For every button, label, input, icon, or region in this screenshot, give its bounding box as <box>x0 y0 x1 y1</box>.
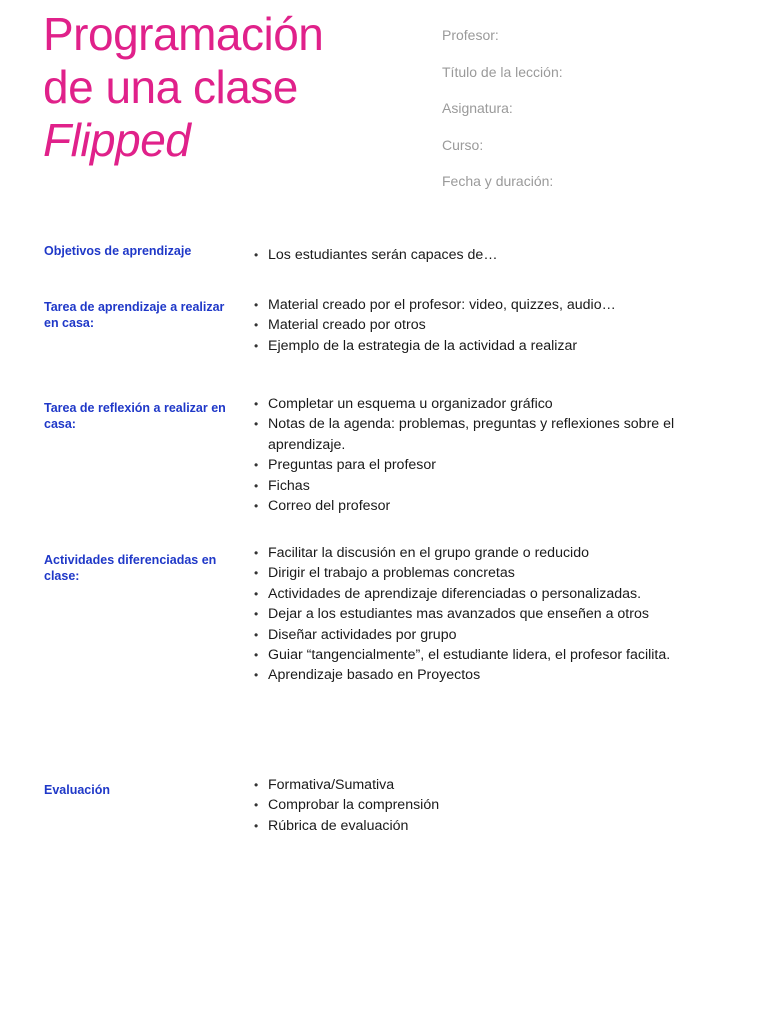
bullet-icon: • <box>254 397 259 411</box>
bullet-icon: • <box>254 778 259 792</box>
list-item <box>253 394 683 414</box>
list-item <box>253 816 683 836</box>
list-item-text: Formativa/Sumativa <box>268 777 395 793</box>
list-item-text: Notas de la agenda: problemas, preguntas y reflexiones sobre el aprendizaje. <box>268 416 675 453</box>
section-list-learning-objectives <box>253 245 683 265</box>
bullet-icon: • <box>254 566 259 581</box>
section-label-assessment: Evaluación <box>44 783 110 797</box>
section-list-assessment <box>253 775 683 836</box>
list-item <box>253 414 683 455</box>
list-item <box>253 295 683 315</box>
list-item <box>253 775 683 795</box>
lesson-info-fields <box>442 26 752 209</box>
list-item <box>253 245 683 265</box>
bullet-icon: • <box>254 627 259 642</box>
list-item <box>253 584 683 604</box>
section-list-home-reflection-task <box>253 394 683 516</box>
bullet-icon: • <box>254 458 259 473</box>
section-label-differentiated-class-activities: Actividades diferenciadas en clase: <box>44 553 217 583</box>
bullet-icon: • <box>254 417 259 432</box>
course-field-label: Curso: <box>442 136 484 153</box>
list-item-text: Ejemplo de la estrategia de la actividad a realizar <box>268 337 578 354</box>
list-item-text: Aprendizaje basado en Proyectos <box>268 667 481 684</box>
list-item-text: Diseñar actividades por grupo <box>268 626 457 643</box>
bullet-icon: • <box>254 478 259 493</box>
page-title-line-3: Flipped <box>43 114 191 166</box>
section-list-differentiated-class-activities <box>253 543 683 686</box>
list-item <box>253 476 683 496</box>
bullet-icon: • <box>254 499 259 514</box>
list-item-text: Rúbrica de evaluación <box>268 817 409 834</box>
list-item <box>253 315 683 335</box>
lesson-title-field-label: Título de la lección: <box>442 63 563 80</box>
teacher-field-label: Profesor: <box>442 27 499 43</box>
section-list-home-learning-task <box>253 295 683 356</box>
list-item-text: Correo del profesor <box>268 498 391 515</box>
bullet-icon: • <box>254 798 259 813</box>
list-item <box>253 543 683 563</box>
list-item <box>253 563 683 583</box>
bullet-icon: • <box>254 818 259 833</box>
list-item <box>253 645 683 665</box>
list-item-text: Material creado por otros <box>268 317 426 334</box>
bullet-icon: • <box>254 248 259 262</box>
list-item <box>253 795 683 815</box>
section-label-learning-objectives: Objetivos de aprendizaje <box>44 244 192 258</box>
list-item <box>253 604 683 624</box>
list-item <box>253 665 683 685</box>
bullet-icon: • <box>254 607 259 622</box>
section-label-home-learning-task: Tarea de aprendizaje a realizar en casa: <box>44 300 225 330</box>
list-item <box>253 455 683 475</box>
bullet-icon: • <box>254 586 259 601</box>
list-item <box>253 336 683 356</box>
page-title-line-1: Programación <box>43 8 324 60</box>
list-item-text: Fichas <box>268 477 310 494</box>
list-item-text: Dirigir el trabajo a problemas concretas <box>268 565 515 582</box>
list-item-text: Guiar “tangencialmente”, el estudiante lidera, el profesor facilita. <box>268 647 671 664</box>
list-item <box>253 496 683 516</box>
section-label-home-reflection-task: Tarea de reflexión a realizar en casa: <box>44 401 226 431</box>
bullet-icon: • <box>254 546 259 560</box>
bullet-icon: • <box>254 298 259 312</box>
list-item-text: Preguntas para el profesor <box>268 457 436 474</box>
bullet-icon: • <box>254 668 259 683</box>
list-item-text: Comprobar la comprensión <box>268 797 440 814</box>
list-item-text: Facilitar la discusión en el grupo grande o reducido <box>268 545 589 561</box>
list-item-text: Material creado por el profesor: video, quizzes, audio… <box>268 297 616 313</box>
list-item-text: Completar un esquema u organizador gráfico <box>268 396 553 412</box>
subject-field-label: Asignatura: <box>442 100 513 117</box>
bullet-icon: • <box>254 318 259 333</box>
list-item-text: Los estudiantes serán capaces de… <box>268 247 498 263</box>
list-item-text: Actividades de aprendizaje diferenciadas o personalizadas. <box>268 585 642 602</box>
bullet-icon: • <box>254 648 259 663</box>
date-duration-field-label: Fecha y duración: <box>442 173 554 190</box>
page-title-line-2: de una clase <box>43 61 298 113</box>
list-item <box>253 625 683 645</box>
list-item-text: Dejar a los estudiantes mas avanzados que enseñen a otros <box>268 606 649 623</box>
page-title <box>43 8 323 167</box>
bullet-icon: • <box>254 338 259 353</box>
